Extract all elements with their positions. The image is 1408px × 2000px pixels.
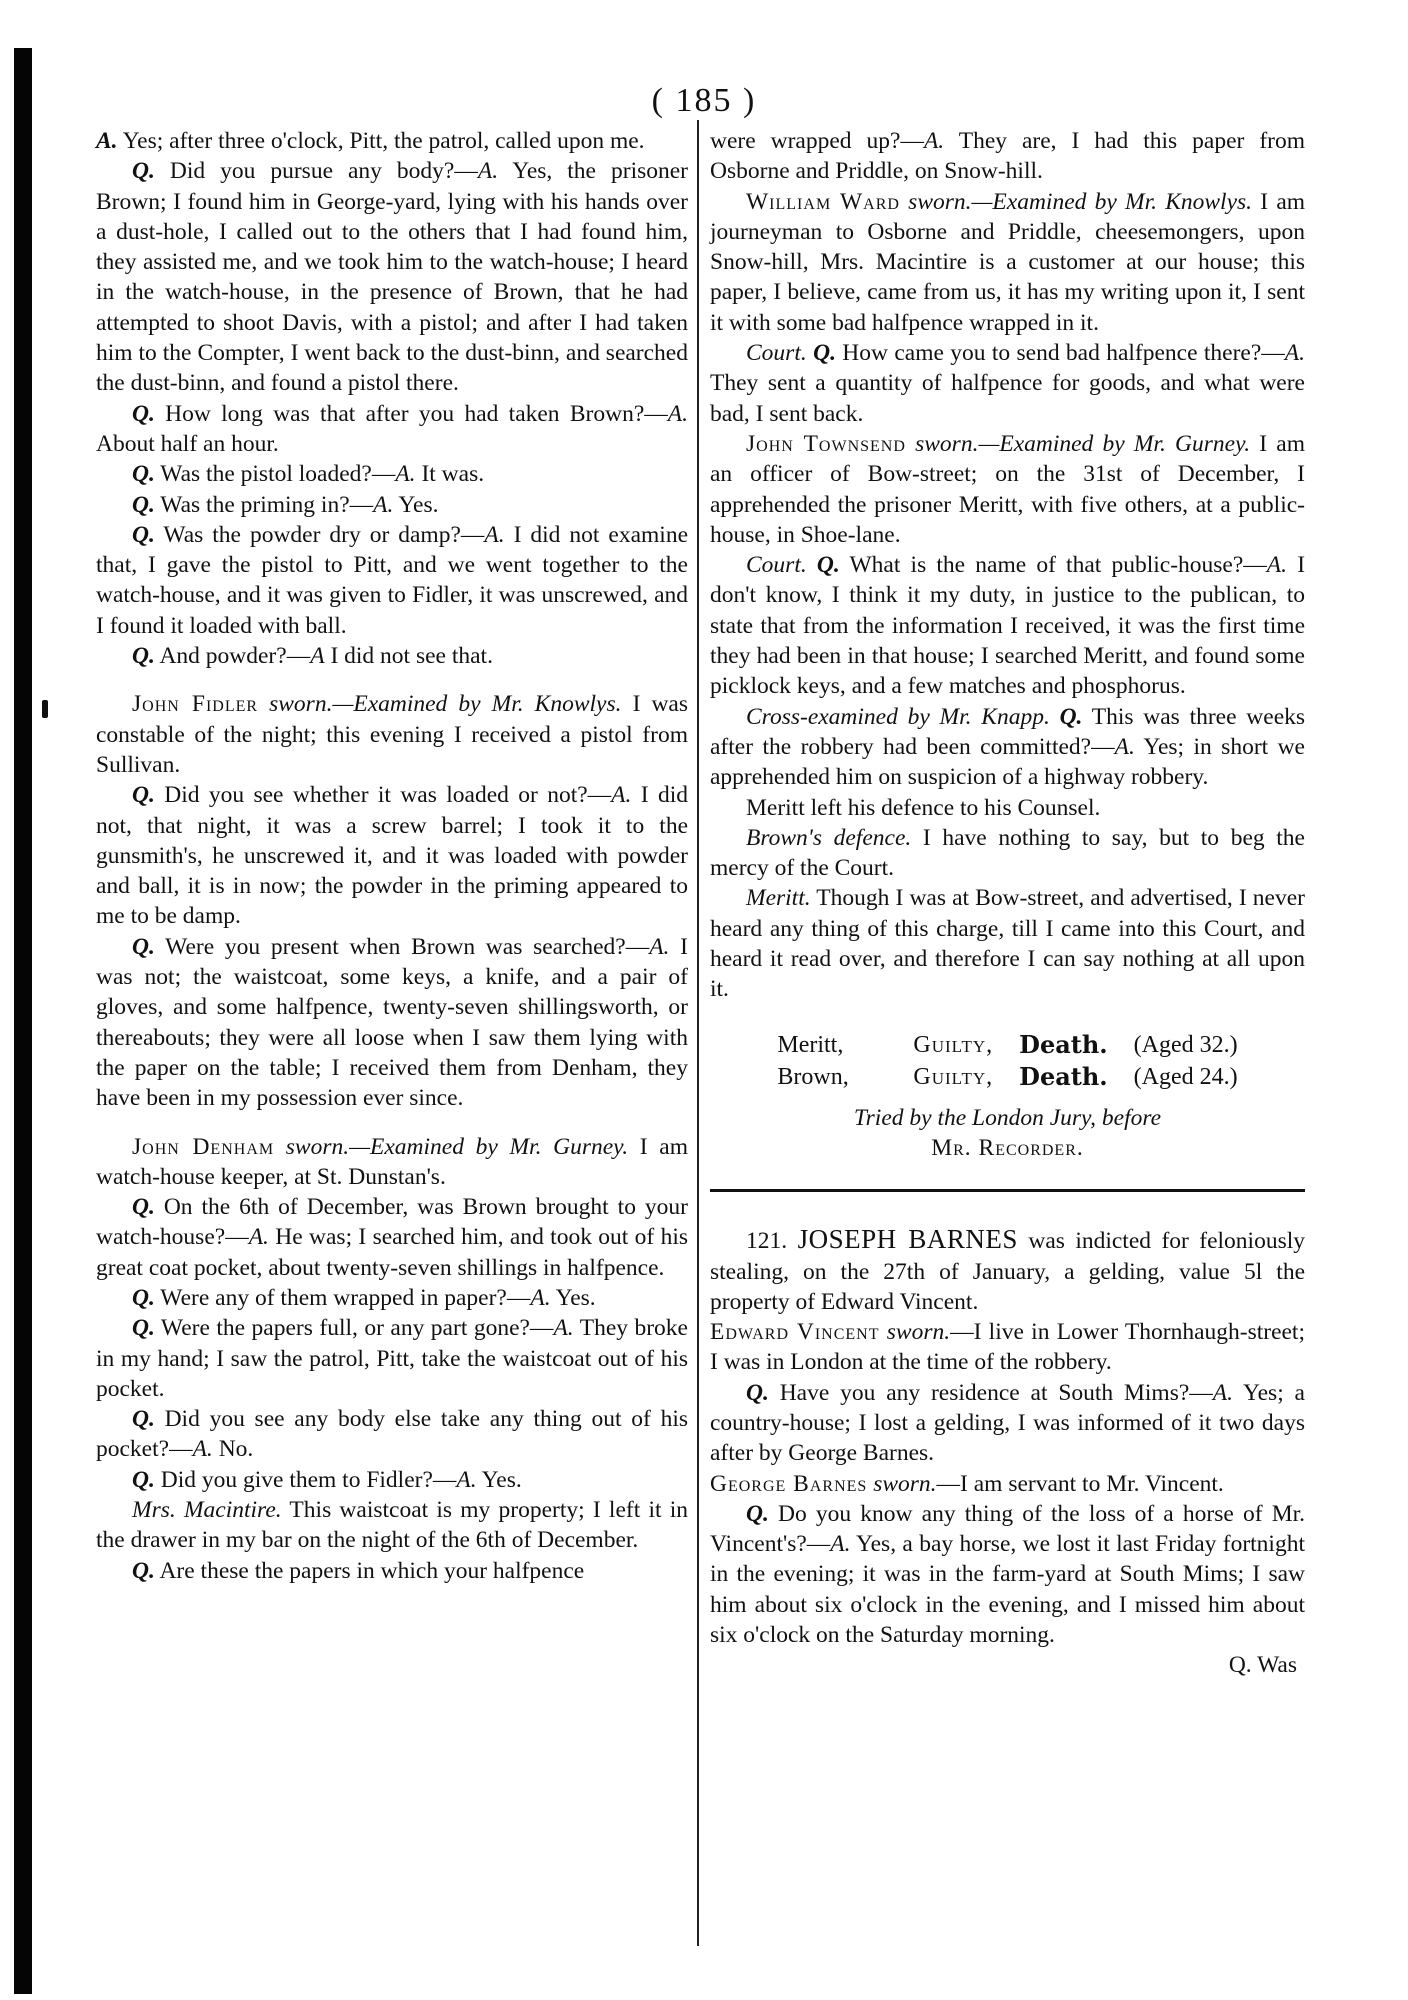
- text-run: sworn.—Examined by Mr. Gurney.: [915, 430, 1251, 457]
- right-column: [710, 126, 1305, 1681]
- catchword: Q. Was: [1228, 1652, 1297, 1679]
- question-mark: Q.: [746, 1379, 769, 1406]
- text-run: I don't know, I think it my duty, in justice to the publican, to state that from the information I received, it was the first time they had been in that house; I searched Meritt, and found some picklock keys, and a few matches and phosphorus.: [710, 552, 1306, 700]
- verdict-verdict: Guilty,: [913, 1031, 994, 1058]
- text-run: A.: [248, 1224, 269, 1251]
- tried-before-line: Tried by the London Jury, before: [853, 1104, 1162, 1131]
- text-run: A.: [395, 461, 416, 488]
- text-run: They sent a quantity of halfpence for goods, and what were bad, I sent back.: [710, 370, 1305, 427]
- text-run: was indicted for feloniously stealing, on the 27th of January, a gelding, value 5l the property of Edward Vincent.: [710, 1228, 1306, 1315]
- paragraph: [96, 156, 688, 398]
- text-run: Yes.: [476, 1466, 522, 1493]
- text-run: John Fidler: [132, 691, 259, 718]
- verdict-verdict: Guilty,: [913, 1063, 994, 1090]
- text-run: sworn.—Examined by Mr. Knowlys.: [908, 188, 1253, 215]
- text-run: A.: [530, 1284, 551, 1311]
- text-run: A.: [830, 1531, 851, 1558]
- text-run: 121.: [746, 1228, 798, 1255]
- text-run: I was not; the waistcoat, some keys, a knife, and a pair of gloves, and some halfpence, twenty-seven shillingsworth, or thereabouts; they were all loose when I saw them lying with the paper on the table; I received them from Denham, they have been in my possession ever since.: [96, 933, 688, 1112]
- text-run: How long was that after you had taken Brown?—: [154, 400, 668, 427]
- text-run: sworn.: [886, 1319, 951, 1346]
- text-run: A.: [649, 933, 670, 960]
- text-run: What is the name of that public-house?—: [839, 552, 1267, 579]
- text-run: William Ward: [746, 188, 900, 215]
- text-run: A.: [1212, 1379, 1234, 1406]
- verdict-sentence: Death.: [1019, 1029, 1108, 1059]
- question-mark: A.: [96, 128, 118, 154]
- text-run: A.: [456, 1466, 477, 1493]
- paragraph: [96, 1556, 688, 1586]
- paragraph: [96, 459, 688, 489]
- question-mark: Q.: [132, 643, 155, 670]
- text-run: Court.: [746, 552, 807, 579]
- binding-edge: [14, 48, 32, 1994]
- text-run: I did not see that.: [324, 643, 493, 670]
- text-run: JOSEPH BARNES: [797, 1224, 1018, 1255]
- paragraph: [96, 780, 688, 931]
- verdict-sentence: Death.: [1019, 1061, 1108, 1091]
- question-mark: Q.: [813, 340, 836, 367]
- text-run: Were the papers full, or any part gone?—: [154, 1315, 554, 1342]
- text-run: Yes, the prisoner Brown; I found him in George-yard, lying with his hands over a dust-hole, I called out to the others that I had found him, they assisted me, and we took him to the watch-house; I heard in the watch-house, in the presence of Brown, that he had attempted to shoot Davis, with a pistol; and after I had taken him to the Compter, I went back to the dust-binn, and searched the dust-binn, and found a pistol there.: [96, 158, 688, 397]
- text-run: It was.: [415, 461, 485, 488]
- right-column-text: [710, 126, 1305, 1650]
- text-run: John Denham: [132, 1133, 275, 1160]
- paragraph: [96, 1283, 688, 1313]
- paragraph: [96, 399, 688, 460]
- text-run: They broke in my hand; I saw the patrol, Pitt, take the waistcoat out of his pocket.: [96, 1315, 688, 1402]
- text-run: [879, 1319, 886, 1345]
- text-run: Meritt.: [746, 885, 811, 912]
- paragraph: [710, 702, 1305, 793]
- text-run: Did you give them to Fidler?—: [154, 1466, 457, 1493]
- text-run: were wrapped up?—: [710, 128, 924, 154]
- text-run: Yes; in short we apprehended him on suspicion of a highway robbery.: [710, 733, 1305, 791]
- question-mark: Q.: [132, 933, 155, 960]
- verdict-age: (Aged 32.): [1133, 1031, 1238, 1058]
- question-mark: Q.: [132, 491, 155, 518]
- question-mark: Q.: [132, 1406, 155, 1433]
- text-run: A.: [477, 158, 499, 185]
- paragraph: [96, 1313, 688, 1404]
- text-run: A.: [1266, 552, 1288, 579]
- text-run: A.: [373, 491, 394, 518]
- text-run: [274, 1134, 286, 1160]
- text-run: A.: [611, 782, 632, 809]
- verdict-block: [710, 1029, 1305, 1093]
- text-run: George Barnes: [710, 1470, 868, 1497]
- paragraph: [710, 187, 1305, 338]
- text-run: Mrs. Macintire.: [132, 1497, 282, 1524]
- text-run: Do you know any thing of the loss of a horse of Mr. Vincent's?—: [710, 1500, 1305, 1558]
- text-run: Yes.: [550, 1284, 596, 1311]
- text-run: They are, I had this paper from Osborne and Priddle, on Snow-hill.: [710, 128, 1306, 185]
- text-run: Have you any residence at South Mims?—: [768, 1379, 1213, 1406]
- text-run: I did not examine that, I gave the pistol to Pitt, and we went together to the watch-house, and it was given to Fidler, it was unscrewed, and I found it loaded with ball.: [96, 521, 689, 639]
- paragraph: [96, 689, 688, 780]
- question-mark: Q.: [132, 158, 155, 185]
- text-run: Yes.: [393, 491, 439, 518]
- text-run: John Townsend: [746, 430, 906, 457]
- text-run: Was the powder dry or damp?—: [154, 521, 485, 548]
- text-run: A.: [553, 1315, 574, 1342]
- paragraph: [96, 1465, 688, 1495]
- paragraph: [96, 1495, 688, 1556]
- text-run: Cross-examined by Mr. Knapp.: [746, 703, 1050, 730]
- text-run: Though I was at Bow-street, and advertised, I never heard any thing of this charge, till I came into this Court, and heard it read over, and therefore I can say nothing at all upon it.: [710, 885, 1305, 1003]
- text-run: Court.: [746, 340, 807, 367]
- text-run: How came you to send bad halfpence there?—: [835, 340, 1285, 367]
- paragraph: [96, 1404, 688, 1465]
- column-divider: [697, 120, 699, 1946]
- paragraph: [710, 823, 1305, 884]
- text-run: sworn.—Examined by Mr. Knowlys.: [269, 691, 622, 718]
- text-run: This waistcoat is my property; I left it in the drawer in my bar on the night of the 6th of December.: [96, 1497, 689, 1554]
- paragraph: [96, 520, 688, 641]
- text-run: sworn.—Examined by Mr. Gurney.: [285, 1133, 629, 1160]
- question-mark: Q.: [746, 1500, 769, 1527]
- question-mark: Q.: [132, 1315, 155, 1342]
- text-run: Did you see any body else take any thing out of his pocket?—: [96, 1406, 688, 1463]
- text-run: Are these the papers in which your halfpence: [154, 1557, 585, 1584]
- paragraph: [710, 793, 1305, 823]
- paragraph: [96, 932, 688, 1114]
- verdict-age: (Aged 24.): [1133, 1063, 1238, 1090]
- text-run: Yes; a country-house; I lost a gelding, I was informed of it two days after by George Barnes.: [710, 1379, 1305, 1467]
- text-run: I was constable of the night; this evening I received a pistol from Sullivan.: [96, 691, 688, 778]
- text-run: A.: [192, 1436, 213, 1463]
- verdict-row: [710, 1029, 1305, 1061]
- text-run: A: [310, 643, 325, 670]
- text-run: I am an officer of Bow-street; on the 31st of December, I apprehended the prisoner Meritt, with five others, at a public-house, in Shoe-lane.: [710, 430, 1305, 548]
- text-run: —I am servant to Mr. Vincent.: [936, 1470, 1224, 1497]
- paragraph: [96, 1132, 688, 1193]
- text-run: Were you present when Brown was searched?—: [154, 933, 650, 960]
- text-run: Brown's defence.: [746, 824, 912, 851]
- paragraph: [710, 1469, 1305, 1499]
- paragraph: [710, 1224, 1305, 1317]
- text-run: Was the priming in?—: [154, 491, 374, 518]
- text-run: I am journeyman to Osborne and Priddle, cheesemongers, upon Snow-hill, Mrs. Macintire is a customer at our house; this paper, I believe, came from us, it has my writing upon it, I sent it with some bad halfpence wrapped in it.: [710, 188, 1306, 336]
- section-divider: [710, 1189, 1305, 1192]
- text-run: No.: [212, 1436, 254, 1463]
- text-run: A.: [484, 521, 505, 548]
- text-run: A.: [923, 128, 945, 154]
- question-mark: Q.: [816, 552, 840, 579]
- text-run: Yes; after three o'clock, Pitt, the patrol, called upon me.: [117, 128, 645, 154]
- question-mark: Q.: [132, 782, 155, 809]
- text-run: And powder?—: [154, 643, 311, 670]
- question-mark: Q.: [132, 521, 155, 548]
- text-run: Were any of them wrapped in paper?—: [154, 1284, 531, 1311]
- text-run: [906, 431, 915, 457]
- paragraph: [710, 883, 1305, 1004]
- text-run: I have nothing to say, but to beg the mercy of the Court.: [710, 824, 1305, 882]
- text-run: Edward Vincent: [710, 1319, 880, 1346]
- verdict-name: Meritt,: [777, 1031, 844, 1058]
- question-mark: Q.: [132, 461, 155, 488]
- paragraph: [96, 641, 688, 671]
- text-run: A.: [667, 400, 688, 427]
- paragraph: [710, 126, 1305, 187]
- question-mark: Q.: [132, 1466, 155, 1493]
- text-run: This was three weeks after the robbery had been committed?—: [710, 703, 1306, 760]
- paragraph: [710, 429, 1305, 550]
- recorder-line: Mr. Recorder.: [931, 1134, 1084, 1161]
- paragraph: [710, 1499, 1305, 1650]
- text-run: Did you pursue any body?—: [154, 158, 478, 185]
- paragraph: [96, 490, 688, 520]
- text-run: A.: [1284, 340, 1305, 367]
- text-run: Meritt left his defence to his Counsel.: [746, 794, 1101, 821]
- text-run: —I live in Lower Thornhaugh-street; I was in London at the time of the robbery.: [710, 1319, 1305, 1376]
- text-run: [900, 189, 908, 215]
- paragraph: [710, 550, 1305, 701]
- paragraph: [710, 1378, 1305, 1469]
- verdict-row: [710, 1061, 1305, 1093]
- paragraph: [96, 126, 688, 156]
- text-run: I did not, that night, it was a screw barrel; I took it to the gunsmith's, he unscrewed it, and it was loaded with powder and ball, it is in now; the powder in the priming appeared to me to be damp.: [96, 782, 688, 930]
- question-mark: Q.: [132, 1284, 155, 1311]
- text-run: sworn.: [873, 1470, 937, 1497]
- paragraph: [710, 338, 1305, 429]
- text-run: Was the pistol loaded?—: [154, 461, 396, 488]
- verdict-name: Brown,: [777, 1063, 849, 1090]
- text-run: On the 6th of December, was Brown brought to your watch-house?—: [96, 1194, 688, 1251]
- paragraph: [96, 1192, 688, 1283]
- text-run: About half an hour.: [96, 430, 279, 457]
- text-run: Yes, a bay horse, we lost it last Friday fortnight in the evening; it was in the farm-yard at South Mims; I saw him about six o'clock in the evening, and I missed him about six o'clock on the Saturday morning.: [710, 1531, 1305, 1649]
- text-run: I am watch-house keeper, at St. Dunstan's.: [96, 1133, 688, 1190]
- left-column: [96, 126, 688, 1586]
- text-run: [807, 552, 817, 578]
- page-number: ( 185 ): [651, 82, 757, 119]
- question-mark: Q.: [132, 1557, 155, 1584]
- text-run: Did you see whether it was loaded or not?—: [154, 782, 612, 809]
- paragraph: [710, 1317, 1305, 1378]
- text-run: A.: [1114, 733, 1135, 760]
- question-mark: Q.: [132, 400, 155, 427]
- text-run: [1050, 704, 1060, 730]
- text-run: He was; I searched him, and took out of his great coat pocket, about twenty-seven shillings in halfpence.: [96, 1224, 688, 1281]
- text-run: [258, 691, 269, 717]
- question-mark: Q.: [132, 1194, 155, 1221]
- question-mark: Q.: [1059, 703, 1083, 730]
- ink-mark: [42, 700, 48, 718]
